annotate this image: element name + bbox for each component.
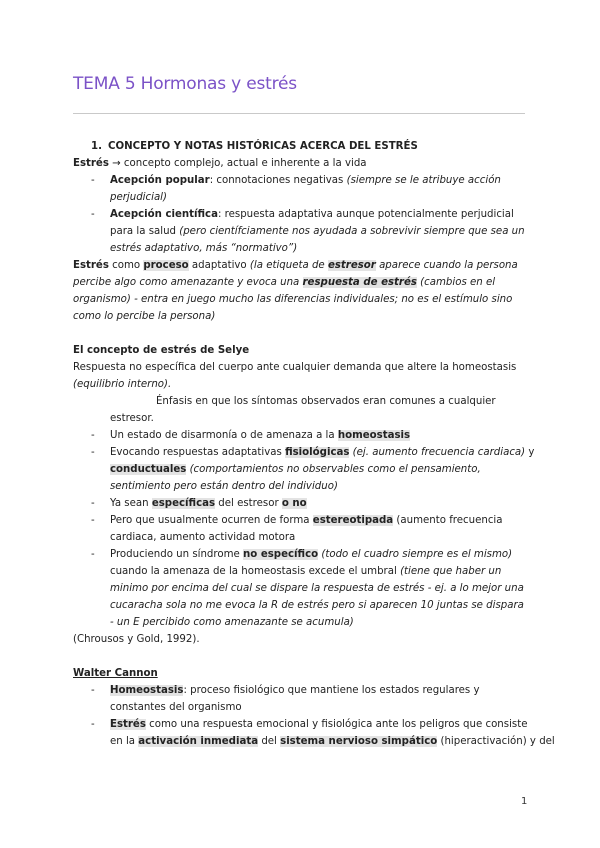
spacer xyxy=(73,325,528,342)
bullet-dash: - xyxy=(91,498,95,509)
proceso-text-2: adaptativo xyxy=(188,260,250,271)
proceso-text: como xyxy=(108,260,144,271)
selye-enfasis-2: estresor. xyxy=(110,413,154,424)
cannon-heading: Walter Cannon xyxy=(73,668,158,679)
spacer xyxy=(73,648,528,665)
term-homeostasis: homeostasis xyxy=(337,430,411,441)
popular-text: : connotaciones negativas xyxy=(209,175,347,186)
proceso-l2a: percibe algo como amenazante y evoca una xyxy=(73,277,303,288)
proceso-l2b: (cambios en el xyxy=(416,277,496,288)
cannon-item-1-line-2: constantes del organismo xyxy=(110,702,242,713)
selye-item-5-line-2 xyxy=(73,563,528,580)
selye-item-5 xyxy=(73,546,528,563)
selye-item-4 xyxy=(73,512,528,529)
term-homeostasis-2: Homeostasis xyxy=(110,685,184,696)
selye-b5-l2-italic: (tiene que haber un xyxy=(400,566,502,577)
list-item-popular xyxy=(73,172,528,189)
proceso-line-3: organismo) - entra en juego mucho las diferencias individuales; no es el estímulo sino xyxy=(73,294,513,305)
title-divider xyxy=(73,113,525,114)
selye-item-2-line-2 xyxy=(73,461,528,478)
selye-item-5-line-5: - un E percibido como amenazante se acumula) xyxy=(110,617,354,628)
selye-b5-l2: cuando la amenaza de la homeostasis excede el umbral xyxy=(110,566,401,577)
cientifica-line-2 xyxy=(73,223,528,240)
cientifica-text: : respuesta adaptativa aunque potencialmente perjudicial xyxy=(217,209,514,220)
selye-b2-italic-2: (comportamientos no observables como el pensamiento, xyxy=(186,464,481,475)
cientifica-line-3: estrés adaptativo, más “normativo”) xyxy=(110,243,298,254)
term-proceso: proceso xyxy=(143,260,189,271)
selye-item-5-line-3: minimo por encima del cual se dispare la respuesta de estrés - ej. a lo mejor una xyxy=(110,583,524,594)
term-estres-2: Estrés xyxy=(73,260,109,271)
selye-b2-end: y xyxy=(525,447,535,458)
selye-item-1 xyxy=(73,427,528,444)
bullet-dash: - xyxy=(91,515,95,526)
proceso-line-1 xyxy=(73,257,528,274)
selye-b5-text: Produciendo un síndrome xyxy=(110,549,244,560)
term-popular: Acepción popular xyxy=(110,175,210,186)
cannon-b2-l2c: (hiperactivación) y del xyxy=(437,736,555,747)
term-o-no: o no xyxy=(281,498,307,509)
proceso-line-2 xyxy=(73,274,528,291)
term-cientifica: Acepción científica xyxy=(110,209,218,220)
term-conductuales: conductuales xyxy=(110,464,187,475)
selye-item-2 xyxy=(73,444,535,461)
term-estres-3: Estrés xyxy=(110,719,146,730)
bullet-dash: - xyxy=(91,447,95,458)
selye-b3-text: Ya sean xyxy=(110,498,152,509)
selye-b3-text-2: del estresor xyxy=(215,498,282,509)
term-no-especifico: no específico xyxy=(243,549,319,560)
term-sistema-nervioso: sistema nervioso simpático xyxy=(280,736,438,747)
proceso-line-4: como lo percibe la persona) xyxy=(73,311,216,322)
bullet-dash: - xyxy=(91,719,95,730)
cannon-item-1 xyxy=(73,682,528,699)
selye-def-2: (equilibrio interno). xyxy=(73,379,172,390)
cannon-b1-text: : proceso fisiológico que mantiene los estados regulares y xyxy=(183,685,480,696)
section-heading-text: CONCEPTO Y NOTAS HISTÓRICAS ACERCA DEL ESTRÉS xyxy=(108,141,418,152)
selye-item-3 xyxy=(73,495,528,512)
popular-continuation: perjudicial) xyxy=(110,192,167,203)
selye-b2-italic: (ej. aumento frecuencia cardiaca) xyxy=(349,447,526,458)
document-body xyxy=(73,138,555,750)
cannon-b2-l2a: en la xyxy=(110,736,139,747)
page-number: 1 xyxy=(521,796,528,807)
selye-item-5-line-4: cucaracha sola no me evoca la R de estrés pero si aparecen 10 juntas se dispara xyxy=(110,600,524,611)
estres-definition xyxy=(73,155,528,172)
selye-heading: El concepto de estrés de Selye xyxy=(73,345,250,356)
bullet-dash: - xyxy=(91,549,95,560)
term-estres: Estrés xyxy=(73,158,109,169)
term-fisiologicas: fisiológicas xyxy=(285,447,350,458)
estres-def-text: → concepto complejo, actual e inherente a la vida xyxy=(108,158,367,169)
term-especificas: específicas xyxy=(151,498,216,509)
cannon-b2-l2b: del xyxy=(258,736,281,747)
cannon-item-2 xyxy=(73,716,528,733)
bullet-dash: - xyxy=(91,209,95,220)
list-item-cientifica xyxy=(73,206,528,223)
selye-b4-text-2: (aumento frecuencia xyxy=(393,515,503,526)
proceso-italic-2: aparece cuando la persona xyxy=(375,260,518,271)
popular-italic: (siempre se le atribuye acción xyxy=(346,175,501,186)
selye-b1-text: Un estado de disarmonía o de amenaza a la xyxy=(110,430,338,441)
selye-b5-italic: (todo el cuadro siempre es el mismo) xyxy=(318,549,513,560)
cannon-b2-text: como una respuesta emocional y fisiológica ante los peligros que consiste xyxy=(145,719,528,730)
bullet-dash: - xyxy=(91,430,95,441)
cannon-item-2-line-2 xyxy=(73,733,555,750)
term-respuesta-estres: respuesta de estrés xyxy=(302,277,417,288)
term-activacion-inmediata: activación inmediata xyxy=(138,736,259,747)
bullet-dash: - xyxy=(91,685,95,696)
selye-citation: (Chrousos y Gold, 1992). xyxy=(73,634,200,645)
selye-item-4-line-2: cardiaca, aumento actividad motora xyxy=(110,532,296,543)
proceso-italic: (la etiqueta de xyxy=(249,260,328,271)
selye-enfasis-1: Énfasis en que los síntomas observados eran comunes a cualquier xyxy=(156,396,496,407)
section-heading-1 xyxy=(73,138,528,155)
page-title: TEMA 5 Hormonas y estrés xyxy=(73,74,297,94)
cientifica-italic: (pero científciamente nos ayudada a sobrevivir siempre que sea un xyxy=(179,226,525,237)
cientifica-text-2: para la salud xyxy=(110,226,180,237)
selye-b4-text: Pero que usualmente ocurren de forma xyxy=(110,515,313,526)
bullet-dash: - xyxy=(91,175,95,186)
selye-def-1: Respuesta no específica del cuerpo ante cualquier demanda que altere la homeostasis xyxy=(73,362,517,373)
term-estresor: estresor xyxy=(327,260,376,271)
section-number: 1. xyxy=(91,141,102,152)
term-estereotipada: estereotipada xyxy=(312,515,394,526)
selye-b2-text: Evocando respuestas adaptativas xyxy=(110,447,286,458)
selye-item-2-line-3: sentimiento pero están dentro del individuo) xyxy=(110,481,338,492)
